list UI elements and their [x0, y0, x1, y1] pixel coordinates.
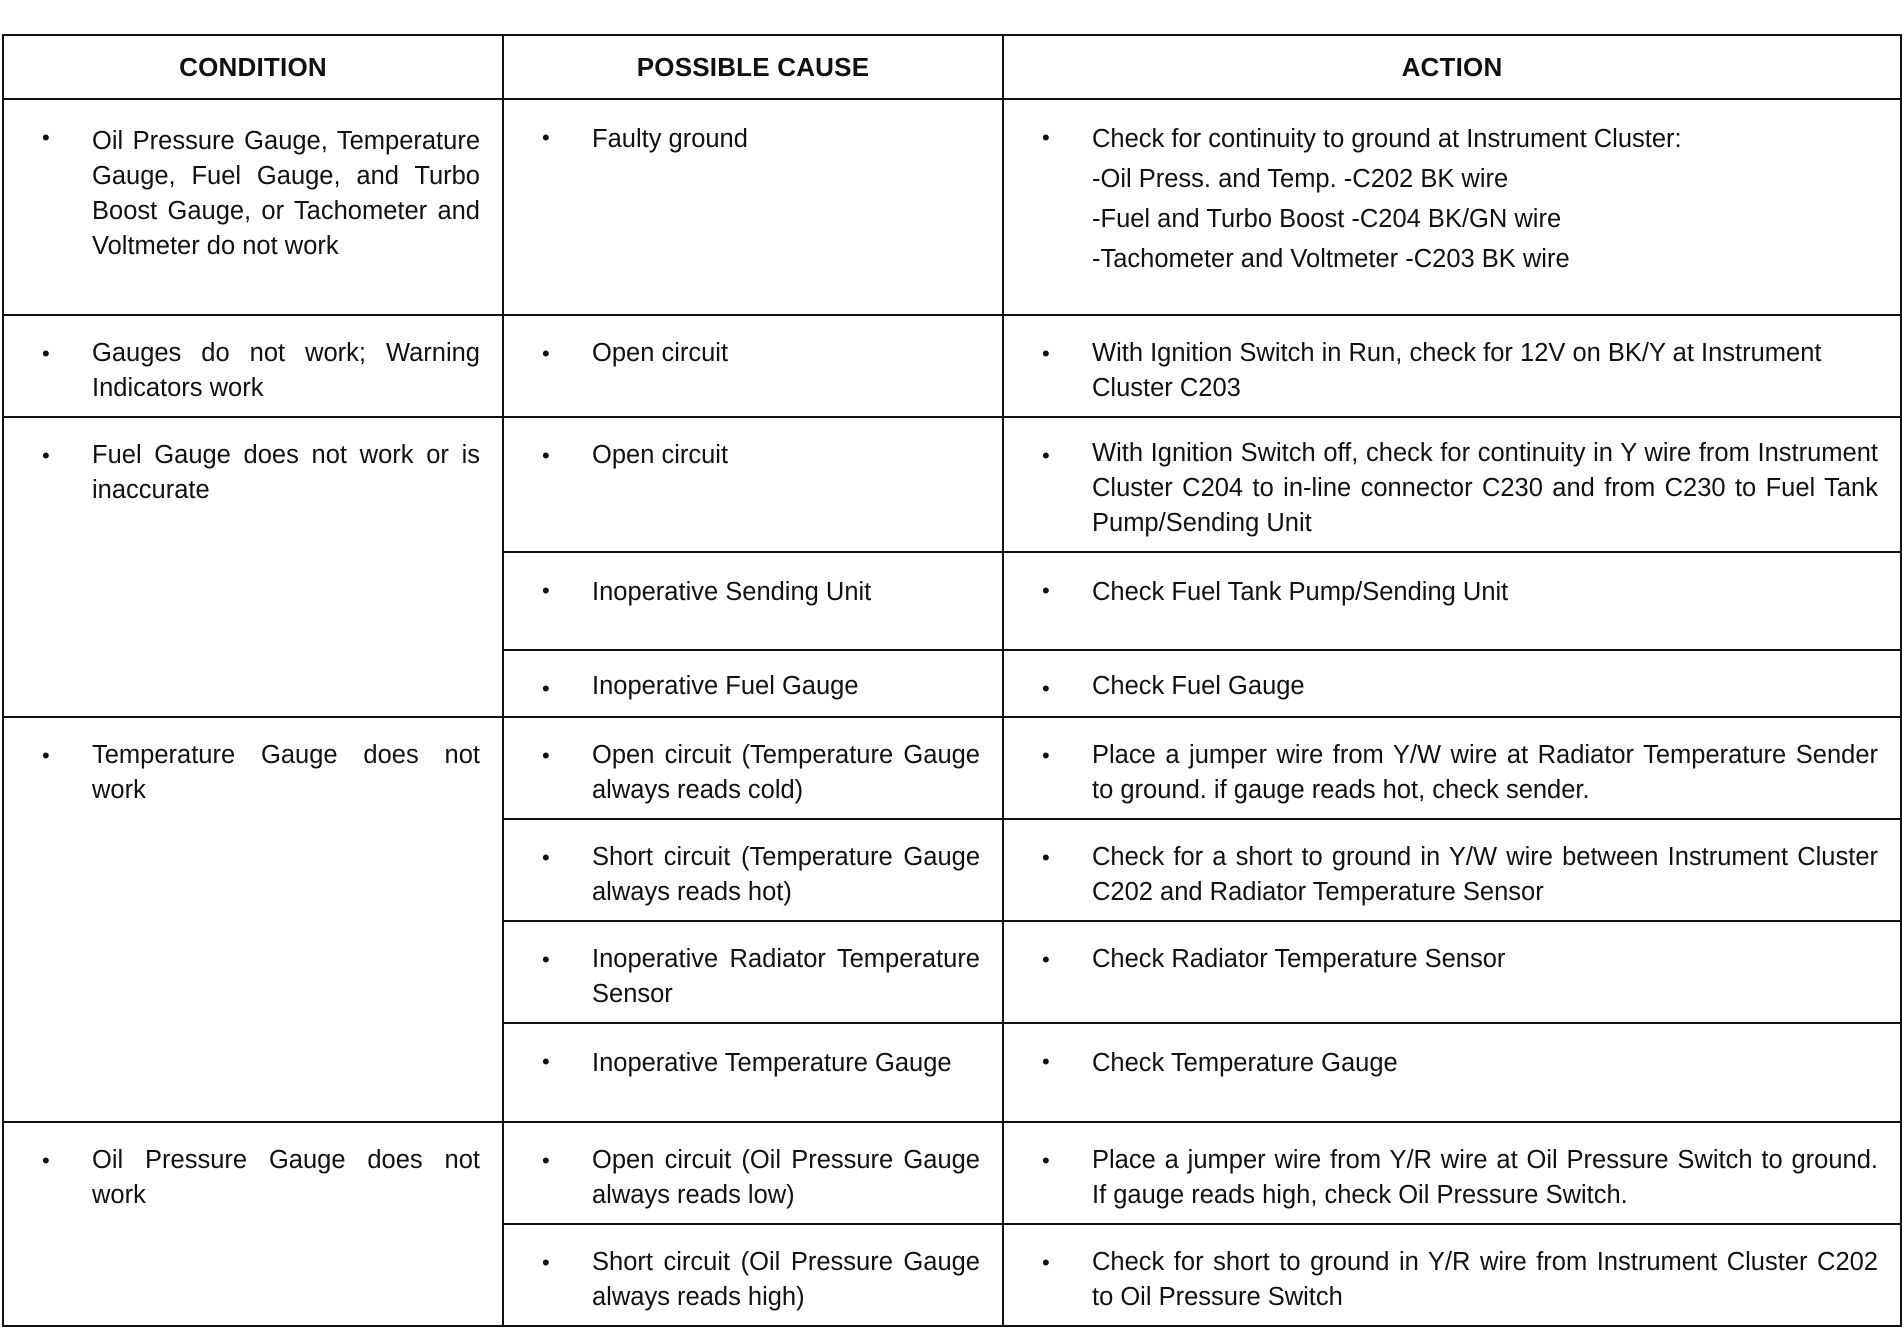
action-cell	[1003, 650, 1901, 717]
cause-cell	[503, 921, 1003, 1023]
cause-text: Inoperative Fuel Gauge	[592, 672, 859, 700]
action-subline: -Tachometer and Voltmeter -C203 BK wire	[1092, 245, 1570, 273]
bullet-icon: •	[542, 125, 550, 150]
condition-cell	[3, 717, 503, 1122]
bullet-icon: •	[542, 743, 550, 768]
cause-cell	[503, 417, 1003, 552]
condition-cell	[3, 99, 503, 315]
cause-text: Faulty ground	[592, 125, 748, 153]
bullet-icon: •	[1042, 125, 1050, 150]
bullet-icon: •	[42, 443, 50, 468]
action-cell	[1003, 1224, 1901, 1326]
action-text: With Ignition Switch in Run, check for 12V on BK/Y at Instrument Cluster C203	[1092, 339, 1822, 402]
bullet-icon: •	[542, 676, 550, 701]
bullet-icon: •	[1042, 1250, 1050, 1275]
action-text: Place a jumper wire from Y/R wire at Oil Pressure Switch to ground. If gauge reads high, check Oil Pressure Switch.	[1092, 1146, 1878, 1209]
header-action: ACTION	[1003, 35, 1901, 99]
action-cell	[1003, 717, 1901, 819]
cause-cell	[503, 1023, 1003, 1122]
bullet-icon: •	[42, 1148, 50, 1173]
cause-cell	[503, 315, 1003, 417]
bullet-icon: •	[1042, 341, 1050, 366]
table-row	[3, 315, 1901, 417]
bullet-icon: •	[1042, 947, 1050, 972]
action-text: With Ignition Switch off, check for continuity in Y wire from Instrument Cluster C204 to in-line connector C230 and from C230 to Fuel Tank Pump/Sending Unit	[1092, 439, 1878, 537]
action-cell	[1003, 1023, 1901, 1122]
cause-text: Short circuit (Oil Pressure Gauge always reads high)	[592, 1248, 980, 1311]
table-row	[3, 417, 1901, 552]
bullet-icon: •	[542, 1250, 550, 1275]
bullet-icon: •	[1042, 1148, 1050, 1173]
action-subline: -Oil Press. and Temp. -C202 BK wire	[1092, 165, 1509, 193]
header-condition: CONDITION	[3, 35, 503, 99]
condition-text: Oil Pressure Gauge, Temperature Gauge, Fuel Gauge, and Turbo Boost Gauge, or Tachometer and Voltmeter do not work	[92, 127, 480, 260]
action-text: Check Temperature Gauge	[1092, 1049, 1398, 1077]
cause-text: Open circuit	[592, 339, 729, 367]
action-cell	[1003, 315, 1901, 417]
action-subline: -Fuel and Turbo Boost -C204 BK/GN wire	[1092, 205, 1562, 233]
condition-cell	[3, 1122, 503, 1326]
action-text: Place a jumper wire from Y/W wire at Radiator Temperature Sender to ground. if gauge reads hot, check sender.	[1092, 741, 1878, 804]
bullet-icon: •	[1042, 443, 1050, 468]
action-text: Check Radiator Temperature Sensor	[1092, 945, 1506, 973]
action-cell	[1003, 819, 1901, 921]
condition-text: Oil Pressure Gauge does not work	[92, 1146, 480, 1209]
action-cell	[1003, 99, 1901, 315]
bullet-icon: •	[42, 743, 50, 768]
action-cell	[1003, 1122, 1901, 1224]
cause-text: Open circuit	[592, 441, 729, 469]
action-text: Check for continuity to ground at Instrument Cluster:	[1092, 125, 1682, 153]
cause-cell	[503, 819, 1003, 921]
cause-text: Open circuit (Temperature Gauge always reads cold)	[592, 741, 980, 804]
cause-text: Open circuit (Oil Pressure Gauge always reads low)	[592, 1146, 980, 1209]
condition-text: Gauges do not work; Warning Indicators work	[92, 339, 480, 402]
table-row	[3, 1122, 1901, 1224]
table-row	[3, 99, 1901, 315]
action-text: Check Fuel Gauge	[1092, 672, 1305, 700]
table-row	[3, 717, 1901, 819]
condition-cell	[3, 315, 503, 417]
bullet-icon: •	[1042, 578, 1050, 603]
bullet-icon: •	[542, 443, 550, 468]
bullet-icon: •	[542, 578, 550, 603]
action-cell	[1003, 417, 1901, 552]
action-cell	[1003, 921, 1901, 1023]
bullet-icon: •	[1042, 1049, 1050, 1074]
bullet-icon: •	[542, 341, 550, 366]
action-text: Check for a short to ground in Y/W wire between Instrument Cluster C202 and Radiator Temperature Sensor	[1092, 843, 1878, 906]
header-row	[3, 35, 1901, 99]
action-cell	[1003, 552, 1901, 650]
bullet-icon: •	[1042, 676, 1050, 701]
cause-cell	[503, 1122, 1003, 1224]
cause-cell	[503, 650, 1003, 717]
header-possible-cause: POSSIBLE CAUSE	[503, 35, 1003, 99]
bullet-icon: •	[42, 125, 50, 150]
condition-text: Fuel Gauge does not work or is inaccurate	[92, 441, 480, 504]
condition-text: Temperature Gauge does not work	[92, 741, 480, 804]
action-text: Check Fuel Tank Pump/Sending Unit	[1092, 578, 1509, 606]
diagnosis-table	[2, 34, 1902, 1327]
bullet-icon: •	[1042, 845, 1050, 870]
cause-cell	[503, 1224, 1003, 1326]
bullet-icon: •	[1042, 743, 1050, 768]
bullet-icon: •	[542, 947, 550, 972]
condition-cell	[3, 417, 503, 717]
bullet-icon: •	[42, 341, 50, 366]
cause-text: Inoperative Radiator Temperature Sensor	[592, 945, 980, 1008]
action-text: Check for short to ground in Y/R wire from Instrument Cluster C202 to Oil Pressure Switch	[1092, 1248, 1878, 1311]
bullet-icon: •	[542, 1148, 550, 1173]
cause-cell	[503, 717, 1003, 819]
cause-text: Inoperative Temperature Gauge	[592, 1049, 952, 1077]
cause-cell	[503, 552, 1003, 650]
bullet-icon: •	[542, 1049, 550, 1074]
cause-text: Short circuit (Temperature Gauge always reads hot)	[592, 843, 980, 906]
cause-cell	[503, 99, 1003, 315]
bullet-icon: •	[542, 845, 550, 870]
cause-text: Inoperative Sending Unit	[592, 578, 872, 606]
